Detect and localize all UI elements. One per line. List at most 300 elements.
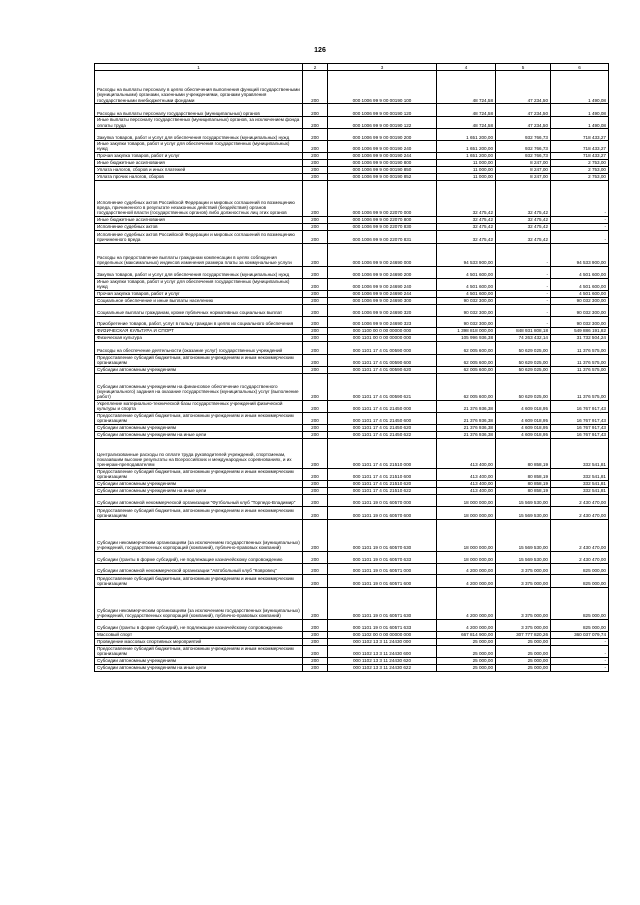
table-row (95, 166, 609, 173)
row-budget-code: 000 1101 17 4 01 00590 000 (328, 341, 437, 354)
row-budget-code: 000 1006 99 9 00 22070 830 (328, 223, 437, 230)
row-executed-amount: 932 766,73 (496, 129, 551, 141)
row-executed-amount: - (496, 278, 551, 290)
row-unexecuted-amount: 16 767 917,43 (551, 400, 609, 412)
row-name: Предоставление субсидий бюджетным, автономным учреждениям и иным некоммерческим организациям (95, 506, 303, 519)
row-unexecuted-amount: - (551, 230, 609, 243)
row-budget-code: 000 1101 19 0 01 60571 600 (328, 574, 437, 587)
row-executed-amount: 25 000,00 (496, 638, 551, 645)
table-row (95, 316, 609, 327)
row-line-code: 200 (303, 619, 328, 631)
row-name: Приобретение товаров, работ, услуг в пользу граждан в целях их социального обеспечения (95, 316, 303, 327)
row-executed-amount: 15 569 530,00 (496, 494, 551, 506)
row-approved-amount: 667 814 900,00 (437, 631, 496, 638)
row-executed-amount: - (496, 304, 551, 316)
row-name: Субсидии автономным учреждениям (95, 480, 303, 487)
row-name: Уплата налогов, сборов и иных платежей (95, 166, 303, 173)
row-budget-code: 000 1006 99 9 00 24690 200 (328, 266, 437, 278)
row-executed-amount: 32 475,42 (496, 223, 551, 230)
row-executed-amount: 3 375 000,00 (496, 619, 551, 631)
row-budget-code: 000 1006 99 9 00 00190 244 (328, 152, 437, 159)
row-name: Расходы на предоставление выплаты гражданам компенсации в целях соблюдения предельных (максимальных) индексов изменения размера платы за коммунальные услуги (95, 243, 303, 266)
row-budget-code: 000 1101 17 4 01 00590 620 (328, 366, 437, 373)
row-unexecuted-amount: 11 376 575,00 (551, 373, 609, 400)
table-row (95, 638, 609, 645)
row-unexecuted-amount: 2 753,00 (551, 173, 609, 180)
table-row (95, 341, 609, 354)
row-budget-code: 000 1102 13 3 11 24430 622 (328, 664, 437, 671)
row-unexecuted-amount: - (551, 657, 609, 664)
row-line-code: 200 (303, 230, 328, 243)
table-row (95, 327, 609, 334)
row-unexecuted-amount: 2 430 470,00 (551, 494, 609, 506)
row-line-code: 200 (303, 341, 328, 354)
row-line-code: 200 (303, 104, 328, 117)
table-row (95, 438, 609, 468)
row-approved-amount: 62 005 600,00 (437, 341, 496, 354)
row-budget-code: 000 1006 99 9 00 00190 122 (328, 117, 437, 129)
row-line-code: 200 (303, 506, 328, 519)
row-approved-amount: 1 651 200,00 (437, 141, 496, 153)
row-budget-code: 000 1101 17 4 01 21450 620 (328, 424, 437, 431)
row-executed-amount: - (496, 266, 551, 278)
row-approved-amount: 48 724,58 (437, 71, 496, 104)
row-approved-amount: 21 376 936,38 (437, 412, 496, 424)
row-line-code: 200 (303, 494, 328, 506)
table-row (95, 587, 609, 619)
row-line-code: 200 (303, 373, 328, 400)
row-approved-amount: 21 376 936,38 (437, 431, 496, 438)
table-row (95, 304, 609, 316)
row-executed-amount: 80 858,19 (496, 480, 551, 487)
row-approved-amount: 11 000,00 (437, 159, 496, 166)
row-name: Субсидии автономным учреждениям (95, 657, 303, 664)
row-budget-code: 000 1101 17 4 01 21510 600 (328, 468, 437, 480)
row-name: Расходы на выплаты персоналу в целях обеспечения выполнения функций государственными (муниципальными) органами, казенными учреждениями, органами управления государственными внебюджетными фондами (95, 71, 303, 104)
row-executed-amount: 3 375 000,00 (496, 574, 551, 587)
row-line-code: 200 (303, 290, 328, 297)
table-row (95, 400, 609, 412)
row-unexecuted-amount: 4 501 600,00 (551, 278, 609, 290)
row-unexecuted-amount: 4 501 600,00 (551, 266, 609, 278)
table-row (95, 216, 609, 223)
table-row (95, 104, 609, 117)
row-name: Субсидии автономным учреждениям на иные цели (95, 664, 303, 671)
table-row (95, 494, 609, 506)
row-budget-code: 000 1101 19 0 01 60571 633 (328, 619, 437, 631)
table-row (95, 487, 609, 494)
row-executed-amount: 3 375 000,00 (496, 587, 551, 619)
row-unexecuted-amount: 16 767 917,43 (551, 424, 609, 431)
row-unexecuted-amount: 825 000,00 (551, 563, 609, 574)
row-budget-code: 000 1101 17 4 01 21450 600 (328, 412, 437, 424)
row-line-code: 200 (303, 354, 328, 366)
row-executed-amount: 25 000,00 (496, 645, 551, 657)
row-approved-amount: 4 501 600,00 (437, 290, 496, 297)
row-budget-code: 000 1101 17 4 01 21510 622 (328, 487, 437, 494)
row-name: Физическая культура (95, 334, 303, 341)
row-unexecuted-amount: 11 376 575,00 (551, 366, 609, 373)
row-line-code: 200 (303, 657, 328, 664)
row-approved-amount: 18 000 000,00 (437, 519, 496, 551)
row-budget-code: 000 1101 00 0 00 00000 000 (328, 334, 437, 341)
row-name: Закупка товаров, работ и услуг для обеспечения государственных (муниципальных) нужд (95, 266, 303, 278)
row-budget-code: 000 1006 99 9 00 24690 323 (328, 316, 437, 327)
table-row (95, 290, 609, 297)
row-budget-code: 000 1006 99 9 00 24690 244 (328, 290, 437, 297)
row-budget-code: 000 1102 13 3 11 24430 000 (328, 638, 437, 645)
row-approved-amount: 32 475,42 (437, 230, 496, 243)
row-executed-amount: 4 609 018,95 (496, 431, 551, 438)
row-line-code: 200 (303, 278, 328, 290)
row-name: Закупка товаров, работ и услуг для обеспечения государственных (муниципальных) нужд (95, 129, 303, 141)
row-budget-code: 000 1006 99 9 00 00190 852 (328, 173, 437, 180)
row-line-code: 200 (303, 638, 328, 645)
row-line-code: 200 (303, 664, 328, 671)
row-approved-amount: 48 724,58 (437, 117, 496, 129)
row-executed-amount: 4 609 018,95 (496, 424, 551, 431)
row-unexecuted-amount: 2 430 470,00 (551, 519, 609, 551)
table-row (95, 619, 609, 631)
row-name: Иные закупки товаров, работ и услуг для обеспечения государственных (муниципальных) нужд (95, 278, 303, 290)
row-unexecuted-amount: 11 376 575,00 (551, 341, 609, 354)
row-approved-amount: 4 200 000,00 (437, 619, 496, 631)
row-executed-amount: 15 569 530,00 (496, 551, 551, 563)
row-budget-code: 000 1006 99 9 00 24690 000 (328, 243, 437, 266)
row-approved-amount: 4 501 600,00 (437, 278, 496, 290)
row-line-code: 200 (303, 180, 328, 216)
row-line-code: 200 (303, 266, 328, 278)
row-approved-amount: 25 000,00 (437, 657, 496, 664)
table-row (95, 297, 609, 304)
row-unexecuted-amount: - (551, 638, 609, 645)
table-row (95, 506, 609, 519)
row-name: Иные бюджетные ассигнования (95, 159, 303, 166)
row-executed-amount: 74 263 432,14 (496, 334, 551, 341)
row-budget-code: 000 1006 99 9 00 24690 300 (328, 297, 437, 304)
row-name: Субсидии автономным учреждениям (95, 366, 303, 373)
row-name: Расходы на обеспечение деятельности (оказание услуг) государственных учреждений (95, 341, 303, 354)
table-row (95, 129, 609, 141)
row-approved-amount: 105 996 936,38 (437, 334, 496, 341)
row-name: Предоставление субсидий бюджетным, автономным учреждениям и иным некоммерческим организациям (95, 468, 303, 480)
row-approved-amount: 1 651 200,00 (437, 129, 496, 141)
row-budget-code: 000 1101 17 4 01 00590 621 (328, 373, 437, 400)
row-unexecuted-amount: 2 753,00 (551, 166, 609, 173)
row-unexecuted-amount: 16 767 917,43 (551, 431, 609, 438)
budget-execution-table (94, 63, 609, 672)
table-row (95, 412, 609, 424)
row-approved-amount: 21 376 936,38 (437, 400, 496, 412)
row-name: Централизованные расходы по оплате труда руководителей учреждений, спортсменам, показавшим высокие результаты на Всероссийских и международных соревнованиях, и их тренерам-преподавателям (95, 438, 303, 468)
row-line-code: 200 (303, 424, 328, 431)
row-approved-amount: 21 376 936,38 (437, 424, 496, 431)
row-budget-code: 000 1102 13 3 11 24430 600 (328, 645, 437, 657)
row-approved-amount: 25 000,00 (437, 664, 496, 671)
row-line-code: 200 (303, 551, 328, 563)
row-unexecuted-amount: 90 032 300,00 (551, 297, 609, 304)
row-executed-amount: 80 858,19 (496, 438, 551, 468)
row-budget-code: 000 1101 17 4 01 00590 600 (328, 354, 437, 366)
row-line-code: 200 (303, 304, 328, 316)
row-name: Исполнение судебных актов Российской Федерации и мировых соглашений по возмещению вреда, причиненного в результате незаконных действий (бездействия) органов государственной власти (государственных органов) либо должностных лиц этих органов (95, 180, 303, 216)
row-line-code: 200 (303, 563, 328, 574)
row-line-code: 200 (303, 631, 328, 638)
row-name: Прочая закупка товаров, работ и услуг (95, 290, 303, 297)
row-name: Субсидии автономным учреждениям (95, 424, 303, 431)
row-executed-amount: 932 766,73 (496, 141, 551, 153)
row-unexecuted-amount: - (551, 645, 609, 657)
row-budget-code: 000 1102 00 0 00 00000 000 (328, 631, 437, 638)
table-row (95, 152, 609, 159)
row-unexecuted-amount: 2 753,00 (551, 159, 609, 166)
row-budget-code: 000 1101 19 0 01 60571 630 (328, 587, 437, 619)
row-approved-amount: 11 000,00 (437, 173, 496, 180)
row-line-code: 200 (303, 166, 328, 173)
row-budget-code: 000 1101 17 4 01 21510 620 (328, 480, 437, 487)
row-approved-amount: 413 400,00 (437, 480, 496, 487)
row-unexecuted-amount: 16 767 917,43 (551, 412, 609, 424)
row-line-code: 200 (303, 327, 328, 334)
row-line-code: 200 (303, 334, 328, 341)
row-approved-amount: 48 724,58 (437, 104, 496, 117)
row-name: Исполнение судебных актов (95, 223, 303, 230)
table-row (95, 334, 609, 341)
column-header: 4 (437, 64, 496, 71)
row-name: Предоставление субсидий бюджетным, автономным учреждениям и иным некоммерческим организациям (95, 412, 303, 424)
table-row (95, 354, 609, 366)
row-line-code: 200 (303, 366, 328, 373)
table-header-row (95, 64, 609, 71)
row-name: Массовый спорт (95, 631, 303, 638)
row-executed-amount: 80 858,19 (496, 468, 551, 480)
row-budget-code: 000 1006 99 9 00 00190 100 (328, 71, 437, 104)
table-row (95, 645, 609, 657)
row-approved-amount: 413 400,00 (437, 468, 496, 480)
row-unexecuted-amount: 360 037 079,74 (551, 631, 609, 638)
row-name: Субсидии некоммерческим организациям (за исключением государственных (муниципальных) учреждений, государственных корпораций (компаний), публично-правовых компаний) (95, 519, 303, 551)
row-budget-code: 000 1006 99 9 00 22070 000 (328, 180, 437, 216)
row-budget-code: 000 1101 19 0 01 60570 633 (328, 551, 437, 563)
row-executed-amount: 50 629 025,00 (496, 373, 551, 400)
row-executed-amount: 25 000,00 (496, 664, 551, 671)
row-name: Предоставление субсидий бюджетным, автономным учреждениям и иным некоммерческим организациям (95, 645, 303, 657)
table-row (95, 223, 609, 230)
row-approved-amount: 4 200 000,00 (437, 563, 496, 574)
row-line-code: 200 (303, 152, 328, 159)
row-unexecuted-amount: 2 430 470,00 (551, 551, 609, 563)
row-approved-amount: 62 005 600,00 (437, 373, 496, 400)
table-row (95, 631, 609, 638)
row-budget-code: 000 1101 19 0 01 60570 630 (328, 519, 437, 551)
row-name: Субсидии автономной некоммерческой организации "Автобольный клуб "Ковровец" (95, 563, 303, 574)
row-unexecuted-amount: 2 430 470,00 (551, 506, 609, 519)
row-budget-code: 000 1101 17 4 01 21450 622 (328, 431, 437, 438)
row-executed-amount: 848 931 808,18 (496, 327, 551, 334)
row-budget-code: 000 1006 99 9 00 00190 200 (328, 129, 437, 141)
table-row (95, 574, 609, 587)
row-line-code: 200 (303, 216, 328, 223)
row-executed-amount: 8 247,00 (496, 166, 551, 173)
row-approved-amount: 18 000 000,00 (437, 506, 496, 519)
row-name: Субсидии (гранты в форме субсидий), не подлежащие казначейскому сопровождению (95, 619, 303, 631)
row-budget-code: 000 1006 99 9 00 00190 120 (328, 104, 437, 117)
row-executed-amount: 4 609 018,95 (496, 400, 551, 412)
row-budget-code: 000 1006 99 9 00 00190 240 (328, 141, 437, 153)
row-name: Проведение массовых спортивных мероприятий (95, 638, 303, 645)
row-unexecuted-amount: - (551, 180, 609, 216)
row-approved-amount: 25 000,00 (437, 638, 496, 645)
row-unexecuted-amount: 825 000,00 (551, 574, 609, 587)
row-unexecuted-amount: 1 490,08 (551, 104, 609, 117)
table-row (95, 424, 609, 431)
table-row (95, 366, 609, 373)
row-budget-code: 000 1101 17 4 01 21450 000 (328, 400, 437, 412)
row-unexecuted-amount: 1 490,08 (551, 71, 609, 104)
table-row (95, 159, 609, 166)
row-budget-code: 000 1101 17 4 01 21510 000 (328, 438, 437, 468)
row-name: Иные бюджетные ассигнования (95, 216, 303, 223)
row-name: ФИЗИЧЕСКАЯ КУЛЬТУРА И СПОРТ (95, 327, 303, 334)
row-approved-amount: 11 000,00 (437, 166, 496, 173)
row-name: Социальные выплаты гражданам, кроме публичных нормативных социальных выплат (95, 304, 303, 316)
row-unexecuted-amount: 332 541,81 (551, 480, 609, 487)
row-unexecuted-amount: 11 376 575,00 (551, 354, 609, 366)
row-approved-amount: 4 200 000,00 (437, 574, 496, 587)
row-line-code: 200 (303, 173, 328, 180)
table-row (95, 117, 609, 129)
table-row (95, 71, 609, 104)
row-line-code: 200 (303, 316, 328, 327)
row-budget-code: 000 1101 19 0 01 60570 000 (328, 494, 437, 506)
table-row (95, 551, 609, 563)
row-approved-amount: 4 501 600,00 (437, 266, 496, 278)
row-unexecuted-amount: 1 490,08 (551, 117, 609, 129)
row-executed-amount: 50 629 025,00 (496, 366, 551, 373)
row-name: Уплата прочих налогов, сборов (95, 173, 303, 180)
row-unexecuted-amount: 31 732 504,24 (551, 334, 609, 341)
row-executed-amount: 932 766,73 (496, 152, 551, 159)
row-unexecuted-amount: 718 433,27 (551, 152, 609, 159)
row-approved-amount: 1 398 818 000,00 (437, 327, 496, 334)
row-line-code: 200 (303, 438, 328, 468)
row-budget-code: 000 1101 19 0 01 60570 600 (328, 506, 437, 519)
row-unexecuted-amount: 4 501 600,00 (551, 290, 609, 297)
row-approved-amount: 90 032 300,00 (437, 316, 496, 327)
row-unexecuted-amount: 90 032 300,00 (551, 304, 609, 316)
row-approved-amount: 94 533 900,00 (437, 243, 496, 266)
row-name: Расходы на выплаты персоналу государственных (муниципальных) органов (95, 104, 303, 117)
row-unexecuted-amount: - (551, 223, 609, 230)
table-row (95, 431, 609, 438)
row-unexecuted-amount: 549 886 191,82 (551, 327, 609, 334)
row-executed-amount: 307 777 820,26 (496, 631, 551, 638)
row-executed-amount: 47 234,50 (496, 117, 551, 129)
row-line-code: 200 (303, 297, 328, 304)
row-approved-amount: 62 005 600,00 (437, 366, 496, 373)
row-name: Исполнение судебных актов Российской Федерации и мировых соглашений по возмещению причиненного вреда (95, 230, 303, 243)
column-header: 1 (95, 64, 303, 71)
table-row (95, 664, 609, 671)
row-budget-code: 000 1101 19 0 01 60571 000 (328, 563, 437, 574)
page-number: 126 (314, 47, 326, 54)
row-budget-code: 000 1006 99 9 00 00190 800 (328, 159, 437, 166)
row-line-code: 200 (303, 129, 328, 141)
table-row (95, 243, 609, 266)
row-approved-amount: 4 200 000,00 (437, 587, 496, 619)
row-executed-amount: 15 569 530,00 (496, 506, 551, 519)
row-budget-code: 000 1006 99 9 00 00190 850 (328, 166, 437, 173)
row-approved-amount: 1 651 200,00 (437, 152, 496, 159)
table-row (95, 563, 609, 574)
table-row (95, 230, 609, 243)
row-unexecuted-amount: 718 433,27 (551, 129, 609, 141)
row-name: Субсидии автономной некоммерческой организации "Футбольный клуб "Торпедо-Владимир" (95, 494, 303, 506)
row-line-code: 200 (303, 159, 328, 166)
row-line-code: 200 (303, 480, 328, 487)
table-row (95, 278, 609, 290)
row-executed-amount: 8 247,00 (496, 159, 551, 166)
row-budget-code: 000 1006 99 9 00 24690 240 (328, 278, 437, 290)
row-name: Иные выплаты персоналу государственных (муниципальных) органов, за исключением фонда оплаты труда (95, 117, 303, 129)
row-executed-amount: 25 000,00 (496, 657, 551, 664)
table-row (95, 180, 609, 216)
row-approved-amount: 90 032 300,00 (437, 297, 496, 304)
row-name: Субсидии автономным учреждениям на иные цели (95, 431, 303, 438)
row-executed-amount: 8 247,00 (496, 173, 551, 180)
row-executed-amount: 32 475,42 (496, 180, 551, 216)
row-unexecuted-amount: 90 032 300,00 (551, 316, 609, 327)
row-line-code: 200 (303, 400, 328, 412)
row-unexecuted-amount: - (551, 664, 609, 671)
table-row (95, 468, 609, 480)
row-line-code: 200 (303, 431, 328, 438)
row-unexecuted-amount: 825 000,00 (551, 619, 609, 631)
row-approved-amount: 32 475,42 (437, 223, 496, 230)
row-name: Субсидии некоммерческим организациям (за исключением государственных (муниципальных) учреждений, государственных корпораций (компаний), публично-правовых компаний) (95, 587, 303, 619)
row-line-code: 200 (303, 243, 328, 266)
row-executed-amount: 80 858,19 (496, 487, 551, 494)
row-unexecuted-amount: 332 541,81 (551, 468, 609, 480)
row-name: Предоставление субсидий бюджетным, автономным учреждениям и иным некоммерческим организациям (95, 354, 303, 366)
table-row (95, 519, 609, 551)
table-row (95, 266, 609, 278)
row-name: Предоставление субсидий бюджетным, автономным учреждениям и иным некоммерческим организациям (95, 574, 303, 587)
row-budget-code: 000 1006 99 9 00 22070 800 (328, 216, 437, 223)
table-row (95, 657, 609, 664)
row-budget-code: 000 1006 99 9 00 24690 320 (328, 304, 437, 316)
row-name: Социальное обеспечение и иные выплаты населению (95, 297, 303, 304)
row-name: Субсидии автономным учреждениям на финансовое обеспечение государственного (муниципального) задания на оказание государственных (муниципальных) услуг (выполнение работ) (95, 373, 303, 400)
row-line-code: 200 (303, 412, 328, 424)
table-row (95, 173, 609, 180)
row-name: Субсидии автономным учреждениям на иные цели (95, 487, 303, 494)
row-approved-amount: 18 000 000,00 (437, 551, 496, 563)
row-executed-amount: 32 475,42 (496, 230, 551, 243)
row-executed-amount: - (496, 297, 551, 304)
row-executed-amount: 15 569 530,00 (496, 519, 551, 551)
row-line-code: 200 (303, 587, 328, 619)
row-approved-amount: 18 000 000,00 (437, 494, 496, 506)
row-executed-amount: 47 234,50 (496, 71, 551, 104)
row-line-code: 200 (303, 223, 328, 230)
row-approved-amount: 413 400,00 (437, 438, 496, 468)
row-approved-amount: 32 475,42 (437, 180, 496, 216)
row-budget-code: 000 1102 13 3 11 24430 620 (328, 657, 437, 664)
table-row (95, 141, 609, 153)
row-executed-amount: - (496, 243, 551, 266)
row-name: Субсидии (гранты в форме субсидий), не подлежащие казначейскому сопровождению (95, 551, 303, 563)
